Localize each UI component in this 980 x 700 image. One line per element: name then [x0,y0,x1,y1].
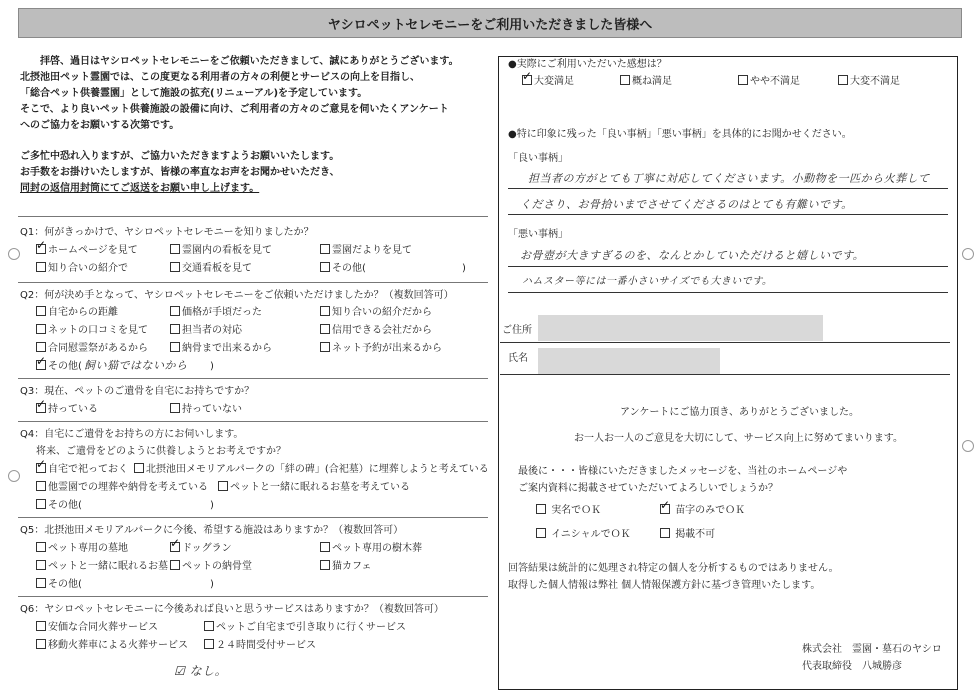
checkbox[interactable] [170,560,180,570]
publish-option[interactable]: ✓ 苗字のみでＯＫ [660,504,745,517]
divider [18,216,488,217]
feel-option[interactable]: 概ね満足 [620,75,672,88]
checkbox[interactable] [36,639,46,649]
checkbox[interactable] [36,578,46,588]
request-line: お手数をお掛けいたしますが、皆様の率直なお声をお聞かせいただき、 [20,167,340,178]
q1-option[interactable]: 知り合いの紹介で [36,262,128,275]
q2-option[interactable]: 知り合いの紹介だから [320,306,432,319]
divider [18,421,488,422]
intro-line: 北摂池田ペット霊園では、この度更なる利用者の方々の利便とサービスの向上を目指し、 [20,72,420,83]
q2-option[interactable]: ネットの口コミを見て [36,324,148,337]
q6-option[interactable]: 移動火葬車による火葬サービス [36,639,188,652]
thanks-line: お一人お一人のご意見を大切にして、サービス向上に努めてまいります。 [574,433,903,444]
bad-label: 「悪い事柄」 [508,229,568,240]
checkbox[interactable] [36,621,46,631]
checkbox[interactable] [320,560,330,570]
request-line: ご多忙中恐れ入りますが、ご協力いただきますようお願いいたします。 [20,151,340,162]
q4-option[interactable]: 他霊園での埋葬や納骨を考えている [36,481,208,494]
q4-option[interactable]: 北摂池田メモリアルパークの「絆の碑」(合祀墓）に埋葬しようと考えている [134,463,489,476]
q1-option[interactable]: ✓ホームページを見て [36,244,138,257]
q4-option[interactable]: その他( [36,499,82,512]
q5-option[interactable]: ペット専用の墓地 [36,542,128,555]
publish-option[interactable]: イニシャルでＯＫ [536,528,631,541]
checkbox[interactable] [320,244,330,254]
q4-option[interactable]: ✓自宅で祀っておく [36,463,128,476]
punch-hole [962,248,974,260]
privacy-line: 取得した個人情報は弊社 個人情報保護方針に基づき管理いたします。 [508,580,821,591]
request-line: 同封の返信用封筒にてご返送をお願い申し上げます。 [20,183,260,194]
checkbox[interactable] [170,403,180,413]
q1-option[interactable]: その他( [320,262,366,275]
punch-hole [962,440,974,452]
q6-question: Q6：ヤシロペットセレモニーに今後あれば良いと思うサービスはありますか？（複数回答可） [20,604,444,615]
q1-question: Q1：何がきっかけで、ヤシロペットセレモニーを知りましたか？ [20,227,314,238]
q2-option[interactable]: 納骨まで出来るから [170,342,272,355]
intro-line: そこで、より良いペット供養施設の設備に向け、ご利用者の方々のご意見を伺いたくアンケート [20,104,449,115]
q2-question: Q2：何が決め手となって、ヤシロペットセレモニーをご依頼いただけましたか？（複数回答可） [20,290,454,301]
checkbox[interactable] [204,639,214,649]
checkbox[interactable] [320,324,330,334]
checkbox[interactable] [660,504,670,514]
q2-option[interactable]: ネット予約が出来るから [320,342,442,355]
checkbox[interactable] [660,528,670,538]
checkbox[interactable] [838,75,848,85]
checkbox[interactable] [36,499,46,509]
ruled-line [508,292,948,293]
good-line: くださり、お骨拾いまでさせてくださるのはとても有難いです。 [520,198,853,211]
feel-option[interactable]: やや不満足 [738,75,800,88]
privacy-line: 回答結果は統計的に処理され特定の個人を分析するものではありません。 [508,563,839,574]
q2-other-handwritten: 飼い猫ではないから [84,359,188,372]
q1-option[interactable]: 交通看板を見て [170,262,252,275]
impression-question: ●特に印象に残った「良い事柄」「悪い事柄」を具体的にお聞かせください。 [508,129,852,140]
good-label: 「良い事柄」 [508,153,568,164]
intro-line: へのご協力をお願いする次第です。 [20,120,180,131]
checkbox[interactable] [218,481,228,491]
punch-hole [8,248,20,260]
divider [18,282,488,283]
q4-question-sub: 将来、ご遺骨をどのように供養しようとお考えですか？ [36,446,286,457]
checkbox[interactable] [36,542,46,552]
checkbox[interactable] [134,463,144,473]
checkbox[interactable] [320,542,330,552]
q6-option[interactable]: 安価な合同火葬サービス [36,621,158,634]
publish-question: 最後に・・・皆様にいただきましたメッセージを、当社のホームページや [518,466,848,477]
publish-option[interactable]: 実名でＯＫ [536,504,601,517]
q5-option[interactable]: ✓ ドッグラン [170,542,232,555]
intro-line: 「総合ペット供養霊園」として施設の拡充(リニューアル)を予定しています。 [20,88,368,99]
q5-option[interactable]: ペットの納骨堂 [170,560,252,573]
checkbox[interactable] [204,621,214,631]
paren-close: ) [462,263,466,274]
checkbox[interactable] [170,306,180,316]
bad-line: ハムスター等には一番小さいサイズでも大きいです。 [522,276,773,287]
ruled-line [508,214,948,215]
checkbox[interactable] [170,244,180,254]
checkbox[interactable] [36,262,46,272]
q2-option[interactable]: 合同慰霊祭があるから [36,342,148,355]
q6-option[interactable]: ペットご自宅まで引き取りに行くサービス [204,621,406,634]
checkbox[interactable] [36,560,46,570]
paren-close: ) [210,579,214,590]
checkbox[interactable] [170,542,180,552]
q1-option[interactable]: 霊園だよりを見て [320,244,412,257]
checkbox[interactable] [36,306,46,316]
checkbox[interactable] [620,75,630,85]
checkbox[interactable] [536,528,546,538]
q2-option[interactable]: 自宅からの距離 [36,306,118,319]
ceo-name: 代表取締役 八城勝彦 [802,661,902,672]
address-line [500,342,950,343]
q2-option[interactable]: 価格が手頃だった [170,306,262,319]
thanks-line: アンケートにご協力頂き、ありがとうございました。 [620,407,859,418]
checkbox[interactable] [36,403,46,413]
q4-question: Q4：自宅にご遺骨をお持ちの方にお伺いします。 [20,429,244,440]
q5-option[interactable]: ペットと一緒に眠れるお墓 [36,560,168,573]
publish-question: ご案内資料に掲載させていただいてよろしいでしょうか？ [518,483,778,494]
checkbox[interactable] [36,244,46,254]
bad-line: お骨壺が大きすぎるのを、なんとかしていただけると嬉しいです。 [520,249,865,262]
checkbox[interactable] [522,75,532,85]
q3-question: Q3：現在、ペットのご遺骨を自宅にお持ちですか？ [20,386,255,397]
intro-line: 拝啓、過日はヤシロペットセレモニーをご依頼いただきまして、誠にありがとうございます。 [40,56,459,67]
checkbox[interactable] [36,463,46,473]
q2-option[interactable]: 担当者の対応 [170,324,242,337]
punch-hole [8,470,20,482]
checkbox[interactable] [36,342,46,352]
divider [18,596,488,597]
redacted-name [538,348,720,374]
good-line: 担当者の方がとても丁寧に対応してくださいます。小動物を一匹から火葬して [528,172,930,185]
q5-question: Q5：北摂池田メモリアルパークに今後、希望する施設はありますか？（複数回答可） [20,525,404,536]
checkbox[interactable] [170,324,180,334]
q6-handwritten: ☑ なし。 [174,664,228,678]
checkbox[interactable] [170,342,180,352]
checkbox[interactable] [536,504,546,514]
ruled-line [508,188,948,189]
q2-option-other[interactable]: ✓その他( [36,360,82,373]
paren-close: ) [210,500,214,511]
q6-option[interactable]: ２４時間受付サービス [204,639,316,652]
publish-option[interactable]: 掲載不可 [660,528,715,541]
q5-option[interactable]: その他( [36,578,82,591]
checkbox[interactable] [36,481,46,491]
checkbox[interactable] [320,306,330,316]
q3-option[interactable]: ✓持っている [36,403,98,416]
q1-option[interactable]: 霊園内の看板を見て [170,244,272,257]
checkbox[interactable] [36,360,46,370]
ruled-line [508,266,948,267]
checkbox[interactable] [320,342,330,352]
page-banner: ヤシロペットセレモニーをご利用いただきました皆様へ [18,8,962,38]
feel-option[interactable]: 大変不満足 [838,75,900,88]
paren-close: ) [210,361,214,372]
q4-option[interactable]: ペットと一緒に眠れるお墓を考えている [218,481,410,494]
checkbox[interactable] [170,262,180,272]
q3-option[interactable]: 持っていない [170,403,242,416]
checkbox[interactable] [738,75,748,85]
redacted-address [538,315,823,341]
address-label: ご住所 [502,325,532,336]
q5-option[interactable]: ペット専用の樹木葬 [320,542,422,555]
q5-option[interactable]: 猫カフェ [320,560,372,573]
checkbox[interactable] [320,262,330,272]
company-name: 株式会社 霊園・墓石のヤシロ [802,644,942,655]
name-label: 氏名 [508,353,528,364]
divider [18,378,488,379]
divider [18,517,488,518]
name-line [500,374,950,375]
checkbox[interactable] [36,324,46,334]
q2-option[interactable]: 信用できる会社だから [320,324,432,337]
feel-question: ●実際にご利用いただいた感想は？ [508,59,667,70]
feel-option[interactable]: ✓大変満足 [522,75,574,88]
